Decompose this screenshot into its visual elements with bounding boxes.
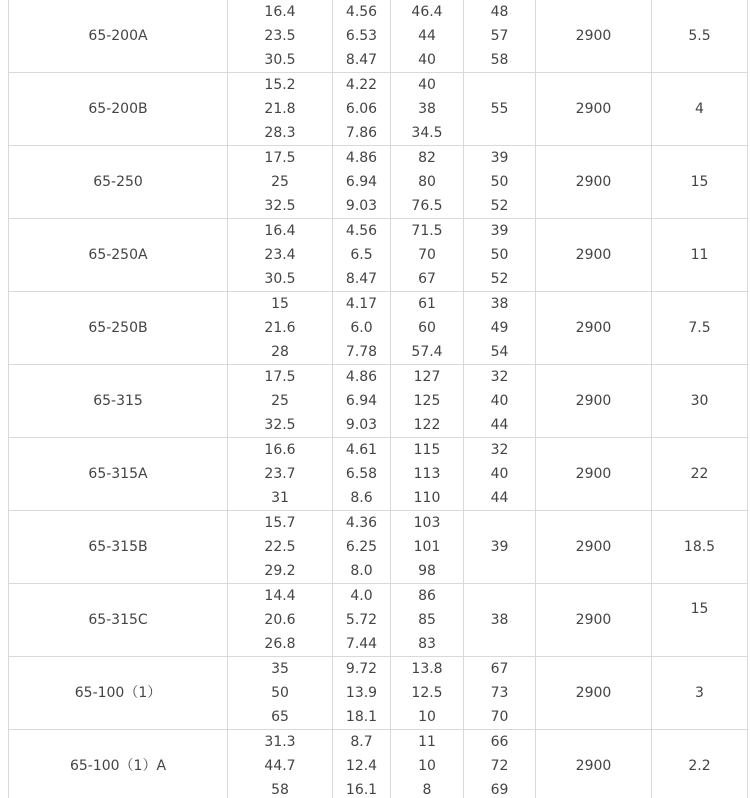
head-value: 86 bbox=[418, 588, 436, 604]
power-cell bbox=[652, 730, 748, 798]
model-cell bbox=[9, 365, 228, 438]
speed-value: 2900 bbox=[575, 466, 612, 482]
head-value: 103 bbox=[413, 515, 441, 531]
flow-ls-cell bbox=[333, 438, 391, 511]
table-row bbox=[9, 73, 748, 146]
flow-m3h-cell bbox=[228, 292, 333, 365]
flow-m3h-value: 21.8 bbox=[264, 101, 296, 117]
speed-cell bbox=[536, 584, 652, 657]
table-row bbox=[9, 146, 748, 219]
head-value: 98 bbox=[418, 563, 436, 579]
flow-ls-value: 9.03 bbox=[345, 417, 378, 433]
flow-ls-value: 4.0 bbox=[350, 588, 373, 604]
table-row bbox=[9, 219, 748, 292]
flow-m3h-value: 44.7 bbox=[264, 758, 296, 774]
efficiency-value: 32 bbox=[490, 442, 509, 458]
power-cell bbox=[652, 73, 748, 146]
efficiency-cell bbox=[464, 146, 536, 219]
flow-ls-value: 5.72 bbox=[345, 612, 378, 628]
head-value: 44 bbox=[418, 28, 436, 44]
flow-ls-value: 6.0 bbox=[350, 320, 373, 336]
head-cell bbox=[391, 730, 464, 798]
head-value: 67 bbox=[418, 271, 436, 287]
head-value: 34.5 bbox=[411, 125, 443, 141]
efficiency-value: 38 bbox=[490, 612, 509, 628]
flow-m3h-value: 28.3 bbox=[264, 125, 296, 141]
power-value: 3 bbox=[695, 685, 704, 701]
efficiency-value: 57 bbox=[490, 28, 509, 44]
flow-ls-value: 4.36 bbox=[345, 515, 378, 531]
power-cell bbox=[652, 657, 748, 730]
flow-ls-value: 7.86 bbox=[345, 125, 378, 141]
flow-m3h-value: 25 bbox=[271, 174, 289, 190]
flow-m3h-value: 31 bbox=[271, 490, 289, 506]
model-cell bbox=[9, 146, 228, 219]
head-cell bbox=[391, 365, 464, 438]
flow-m3h-value: 15.7 bbox=[264, 515, 296, 531]
efficiency-value: 32 bbox=[490, 369, 509, 385]
head-value: 71.5 bbox=[411, 223, 443, 239]
speed-value: 2900 bbox=[575, 758, 612, 774]
head-value: 38 bbox=[418, 101, 436, 117]
efficiency-value: 66 bbox=[490, 734, 509, 750]
head-cell bbox=[391, 292, 464, 365]
head-value: 70 bbox=[418, 247, 436, 263]
flow-m3h-value: 58 bbox=[271, 782, 289, 798]
flow-ls-value: 7.78 bbox=[345, 344, 378, 360]
table-row bbox=[9, 292, 748, 365]
efficiency-value: 70 bbox=[490, 709, 509, 725]
head-value: 101 bbox=[413, 539, 441, 555]
power-value: 30 bbox=[690, 393, 709, 409]
model-cell bbox=[9, 0, 228, 73]
speed-cell bbox=[536, 0, 652, 73]
flow-m3h-value: 17.5 bbox=[264, 369, 296, 385]
power-cell bbox=[652, 438, 748, 511]
head-value: 8 bbox=[422, 782, 432, 798]
speed-value: 2900 bbox=[575, 247, 612, 263]
flow-ls-value: 6.25 bbox=[345, 539, 378, 555]
model-value: 65-100（1） bbox=[74, 685, 162, 701]
flow-m3h-value: 23.5 bbox=[264, 28, 296, 44]
efficiency-cell bbox=[464, 219, 536, 292]
flow-ls-cell bbox=[333, 584, 391, 657]
head-value: 46.4 bbox=[411, 4, 443, 20]
flow-m3h-value: 22.5 bbox=[264, 539, 296, 555]
head-cell bbox=[391, 219, 464, 292]
efficiency-value: 54 bbox=[490, 344, 509, 360]
flow-m3h-cell bbox=[228, 511, 333, 584]
flow-m3h-value: 23.4 bbox=[264, 247, 296, 263]
flow-m3h-cell bbox=[228, 365, 333, 438]
flow-ls-cell bbox=[333, 0, 391, 73]
flow-ls-cell bbox=[333, 219, 391, 292]
flow-m3h-value: 30.5 bbox=[264, 52, 296, 68]
power-cell bbox=[652, 365, 748, 438]
efficiency-cell bbox=[464, 584, 536, 657]
efficiency-cell bbox=[464, 73, 536, 146]
flow-m3h-value: 25 bbox=[271, 393, 289, 409]
table-row bbox=[9, 584, 748, 657]
flow-ls-cell bbox=[333, 73, 391, 146]
model-value: 65-315 bbox=[93, 393, 143, 409]
head-value: 10 bbox=[418, 709, 436, 725]
power-value: 22 bbox=[690, 466, 709, 482]
flow-ls-value: 6.94 bbox=[345, 393, 378, 409]
efficiency-value: 39 bbox=[490, 223, 509, 239]
flow-ls-value: 4.86 bbox=[345, 150, 378, 166]
flow-ls-value: 4.86 bbox=[345, 369, 378, 385]
flow-m3h-value: 16.6 bbox=[264, 442, 296, 458]
model-cell bbox=[9, 438, 228, 511]
flow-ls-value: 9.03 bbox=[345, 198, 378, 214]
flow-ls-value: 8.7 bbox=[350, 734, 373, 750]
flow-ls-cell bbox=[333, 292, 391, 365]
head-value: 40 bbox=[418, 52, 436, 68]
flow-m3h-value: 28 bbox=[271, 344, 289, 360]
speed-cell bbox=[536, 657, 652, 730]
flow-ls-cell bbox=[333, 657, 391, 730]
model-cell bbox=[9, 292, 228, 365]
flow-m3h-cell bbox=[228, 146, 333, 219]
flow-m3h-value: 35 bbox=[271, 661, 289, 677]
flow-ls-value: 6.53 bbox=[345, 28, 378, 44]
speed-value: 2900 bbox=[575, 539, 612, 555]
head-cell bbox=[391, 146, 464, 219]
speed-value: 2900 bbox=[575, 393, 612, 409]
head-cell bbox=[391, 0, 464, 73]
table-row bbox=[9, 511, 748, 584]
speed-cell bbox=[536, 73, 652, 146]
flow-m3h-cell bbox=[228, 657, 333, 730]
head-cell bbox=[391, 438, 464, 511]
flow-ls-value: 18.1 bbox=[345, 709, 378, 725]
flow-m3h-value: 30.5 bbox=[264, 271, 296, 287]
efficiency-value: 44 bbox=[490, 417, 509, 433]
table-row bbox=[9, 730, 748, 798]
head-cell bbox=[391, 584, 464, 657]
flow-ls-value: 4.61 bbox=[345, 442, 378, 458]
flow-m3h-value: 16.4 bbox=[264, 223, 296, 239]
power-cell bbox=[652, 0, 748, 73]
table-row bbox=[9, 0, 748, 73]
power-value: 7.5 bbox=[688, 320, 711, 336]
flow-m3h-value: 32.5 bbox=[264, 198, 296, 214]
power-value: 18.5 bbox=[683, 539, 716, 555]
power-value: 2.2 bbox=[688, 758, 711, 774]
speed-value: 2900 bbox=[575, 101, 612, 117]
speed-cell bbox=[536, 730, 652, 798]
efficiency-value: 49 bbox=[490, 320, 509, 336]
flow-ls-value: 4.56 bbox=[345, 223, 378, 239]
flow-ls-value: 6.5 bbox=[350, 247, 373, 263]
model-value: 65-250 bbox=[93, 174, 143, 190]
efficiency-value: 73 bbox=[490, 685, 509, 701]
head-value: 10 bbox=[418, 758, 436, 774]
efficiency-value: 58 bbox=[490, 52, 509, 68]
head-value: 13.8 bbox=[411, 661, 443, 677]
model-value: 65-315B bbox=[88, 539, 148, 555]
efficiency-value: 50 bbox=[490, 174, 509, 190]
head-value: 110 bbox=[413, 490, 441, 506]
flow-m3h-value: 14.4 bbox=[264, 588, 296, 604]
flow-ls-cell bbox=[333, 365, 391, 438]
head-value: 113 bbox=[413, 466, 441, 482]
efficiency-value: 50 bbox=[490, 247, 509, 263]
flow-m3h-cell bbox=[228, 730, 333, 798]
head-value: 83 bbox=[418, 636, 436, 652]
efficiency-value: 38 bbox=[490, 296, 509, 312]
model-value: 65-250B bbox=[88, 320, 148, 336]
flow-m3h-value: 50 bbox=[271, 685, 289, 701]
speed-cell bbox=[536, 511, 652, 584]
efficiency-cell bbox=[464, 365, 536, 438]
efficiency-value: 52 bbox=[490, 271, 509, 287]
efficiency-cell bbox=[464, 0, 536, 73]
power-cell bbox=[652, 511, 748, 584]
table-row bbox=[9, 365, 748, 438]
flow-m3h-value: 21.6 bbox=[264, 320, 296, 336]
efficiency-value: 39 bbox=[490, 539, 509, 555]
flow-ls-value: 9.72 bbox=[345, 661, 378, 677]
flow-ls-value: 8.47 bbox=[345, 271, 378, 287]
flow-m3h-value: 32.5 bbox=[264, 417, 296, 433]
model-value: 65-315A bbox=[88, 466, 148, 482]
speed-value: 2900 bbox=[575, 28, 612, 44]
flow-m3h-value: 31.3 bbox=[264, 734, 296, 750]
head-value: 57.4 bbox=[411, 344, 443, 360]
head-cell bbox=[391, 657, 464, 730]
speed-cell bbox=[536, 365, 652, 438]
head-value: 85 bbox=[418, 612, 436, 628]
flow-m3h-cell bbox=[228, 0, 333, 73]
head-value: 127 bbox=[413, 369, 441, 385]
speed-cell bbox=[536, 292, 652, 365]
flow-ls-cell bbox=[333, 511, 391, 584]
head-cell bbox=[391, 73, 464, 146]
efficiency-value: 48 bbox=[490, 4, 509, 20]
efficiency-cell bbox=[464, 511, 536, 584]
flow-ls-value: 12.4 bbox=[345, 758, 378, 774]
power-value: 5.5 bbox=[688, 28, 711, 44]
efficiency-value: 44 bbox=[490, 490, 509, 506]
efficiency-cell bbox=[464, 438, 536, 511]
power-value: 15 bbox=[690, 601, 709, 617]
head-value: 115 bbox=[413, 442, 441, 458]
power-value: 4 bbox=[695, 101, 704, 117]
flow-ls-value: 8.47 bbox=[345, 52, 378, 68]
head-value: 122 bbox=[413, 417, 441, 433]
flow-ls-value: 16.1 bbox=[345, 782, 378, 798]
head-value: 82 bbox=[418, 150, 436, 166]
head-cell bbox=[391, 511, 464, 584]
speed-value: 2900 bbox=[575, 320, 612, 336]
speed-value: 2900 bbox=[575, 685, 612, 701]
flow-ls-value: 4.22 bbox=[345, 77, 378, 93]
efficiency-cell bbox=[464, 292, 536, 365]
pump-spec-table-body bbox=[9, 0, 748, 798]
speed-cell bbox=[536, 219, 652, 292]
model-cell bbox=[9, 511, 228, 584]
power-value: 11 bbox=[690, 247, 709, 263]
efficiency-cell bbox=[464, 730, 536, 798]
model-value: 65-100（1）A bbox=[69, 758, 167, 774]
flow-ls-value: 13.9 bbox=[345, 685, 378, 701]
efficiency-value: 72 bbox=[490, 758, 509, 774]
head-value: 12.5 bbox=[411, 685, 443, 701]
efficiency-value: 40 bbox=[490, 393, 509, 409]
power-value: 15 bbox=[690, 174, 709, 190]
efficiency-value: 40 bbox=[490, 466, 509, 482]
speed-value: 2900 bbox=[575, 174, 612, 190]
head-value: 40 bbox=[418, 77, 436, 93]
speed-value: 2900 bbox=[575, 612, 612, 628]
model-cell bbox=[9, 584, 228, 657]
table-row bbox=[9, 657, 748, 730]
flow-ls-value: 6.06 bbox=[345, 101, 378, 117]
flow-ls-cell bbox=[333, 730, 391, 798]
power-cell bbox=[652, 292, 748, 365]
model-cell bbox=[9, 219, 228, 292]
flow-m3h-value: 23.7 bbox=[264, 466, 296, 482]
flow-m3h-cell bbox=[228, 219, 333, 292]
efficiency-value: 69 bbox=[490, 782, 509, 798]
model-value: 65-250A bbox=[88, 247, 148, 263]
pump-spec-table bbox=[8, 0, 748, 798]
flow-m3h-value: 16.4 bbox=[264, 4, 296, 20]
head-value: 125 bbox=[413, 393, 441, 409]
flow-ls-value: 6.94 bbox=[345, 174, 378, 190]
flow-m3h-cell bbox=[228, 73, 333, 146]
flow-m3h-value: 65 bbox=[271, 709, 289, 725]
head-value: 11 bbox=[418, 734, 436, 750]
efficiency-value: 67 bbox=[490, 661, 509, 677]
power-cell bbox=[652, 219, 748, 292]
flow-m3h-value: 29.2 bbox=[264, 563, 296, 579]
flow-ls-value: 8.0 bbox=[350, 563, 373, 579]
flow-m3h-value: 15.2 bbox=[264, 77, 296, 93]
speed-cell bbox=[536, 438, 652, 511]
flow-m3h-value: 20.6 bbox=[264, 612, 296, 628]
model-value: 65-200A bbox=[88, 28, 148, 44]
speed-cell bbox=[536, 146, 652, 219]
efficiency-cell bbox=[464, 657, 536, 730]
model-cell bbox=[9, 73, 228, 146]
model-cell bbox=[9, 657, 228, 730]
flow-ls-value: 4.17 bbox=[345, 296, 378, 312]
flow-m3h-cell bbox=[228, 438, 333, 511]
head-value: 80 bbox=[418, 174, 436, 190]
head-value: 76.5 bbox=[411, 198, 443, 214]
flow-ls-value: 6.58 bbox=[345, 466, 378, 482]
head-value: 61 bbox=[418, 296, 436, 312]
model-value: 65-200B bbox=[88, 101, 148, 117]
power-cell bbox=[652, 146, 748, 219]
flow-ls-value: 7.44 bbox=[345, 636, 378, 652]
model-cell bbox=[9, 730, 228, 798]
flow-m3h-value: 15 bbox=[271, 296, 289, 312]
model-value: 65-315C bbox=[88, 612, 148, 628]
efficiency-value: 39 bbox=[490, 150, 509, 166]
efficiency-value: 52 bbox=[490, 198, 509, 214]
efficiency-value: 55 bbox=[490, 101, 509, 117]
flow-m3h-value: 17.5 bbox=[264, 150, 296, 166]
flow-m3h-value: 26.8 bbox=[264, 636, 296, 652]
flow-ls-value: 8.6 bbox=[350, 490, 373, 506]
head-value: 60 bbox=[418, 320, 436, 336]
flow-m3h-cell bbox=[228, 584, 333, 657]
power-cell bbox=[652, 584, 748, 657]
table-row bbox=[9, 438, 748, 511]
flow-ls-cell bbox=[333, 146, 391, 219]
flow-ls-value: 4.56 bbox=[345, 4, 378, 20]
